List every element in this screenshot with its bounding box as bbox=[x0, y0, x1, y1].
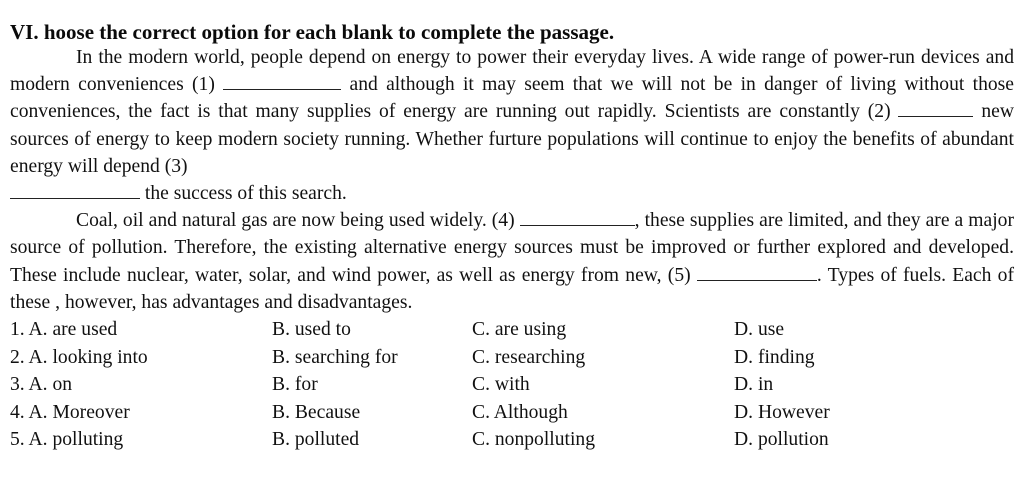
option-c: C. Although bbox=[472, 401, 568, 423]
blank-5 bbox=[697, 262, 817, 281]
option-d: D. finding bbox=[734, 346, 815, 368]
passage-text: new sources of energy to keep modern society running. Whether furture populations will continue to enjoy the benefits of abundant energy will depend (3) bbox=[10, 101, 1014, 177]
blank-2 bbox=[898, 98, 973, 117]
paragraph-1 bbox=[10, 44, 1014, 207]
passage-text: and although it may seem that we will not be in danger of living without those conveniences, the fact is that many supplies of energy are running out rapidly. Scientists are constantly (2) bbox=[10, 74, 1014, 123]
passage-text: the success of this search. bbox=[140, 183, 347, 205]
blank-4 bbox=[520, 207, 635, 226]
passage-text: . Types of fuels. Each of these , however, has advantages and disadvantages. bbox=[10, 264, 1014, 313]
passage-text: In the modern world, people depend on energy to power their everyday lives. A wide range of power-run devices and modern conveniences (1) bbox=[10, 47, 1014, 96]
question-row bbox=[10, 399, 1014, 427]
option-a: 3. A. on bbox=[10, 374, 73, 396]
question-row bbox=[10, 316, 1014, 344]
option-d: D. use bbox=[734, 319, 785, 341]
option-a: 2. A. looking into bbox=[10, 346, 148, 368]
exercise-title: VI. hoose the correct option for each blank to complete the passage. bbox=[10, 20, 615, 44]
option-d: D. However bbox=[734, 401, 830, 423]
paragraph-2 bbox=[10, 207, 1014, 316]
passage bbox=[10, 44, 1014, 316]
option-b: B. polluted bbox=[272, 429, 360, 451]
option-c: C. nonpolluting bbox=[472, 429, 596, 451]
answer-options bbox=[10, 316, 1014, 454]
question-row bbox=[10, 371, 1014, 399]
option-a: 5. A. polluting bbox=[10, 429, 124, 451]
question-row bbox=[10, 426, 1014, 454]
option-b: B. Because bbox=[272, 401, 361, 423]
option-c: C. are using bbox=[472, 319, 567, 341]
option-c: C. with bbox=[472, 374, 530, 396]
question-row bbox=[10, 344, 1014, 372]
option-c: C. researching bbox=[472, 346, 586, 368]
passage-text: Coal, oil and natural gas are now being used widely. (4) bbox=[76, 210, 520, 232]
option-b: B. used to bbox=[272, 319, 351, 341]
option-d: D. pollution bbox=[734, 429, 829, 451]
blank-1 bbox=[223, 71, 341, 90]
passage-text: , these supplies are limited, and they are a major source of pollution. Therefore, the existing alternative energy sources must be improved or further explored and developed. These include nuclear, water, solar, and wind power, as well as energy from new, (5) bbox=[10, 210, 1014, 286]
option-d: D. in bbox=[734, 374, 774, 396]
option-a: 4. A. Moreover bbox=[10, 401, 130, 423]
option-b: B. searching for bbox=[272, 346, 398, 368]
option-a: 1. A. are used bbox=[10, 319, 118, 341]
option-b: B. for bbox=[272, 374, 318, 396]
blank-3 bbox=[10, 180, 140, 199]
